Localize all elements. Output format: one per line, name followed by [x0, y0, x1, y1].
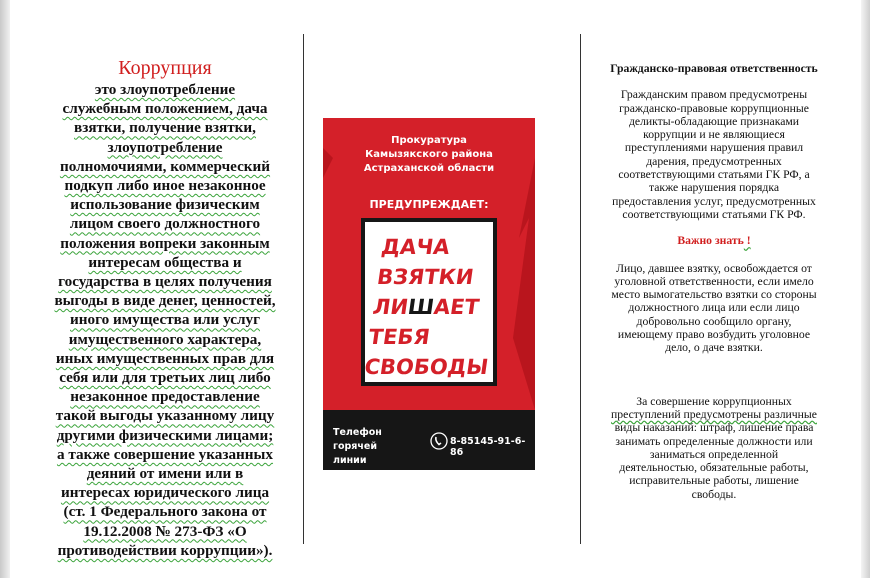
column-divider-left: [303, 34, 304, 544]
definition-line: взятки, получение взятки,: [74, 119, 256, 137]
definition-line: иного имущества или услуг: [70, 311, 260, 329]
slogan-word: ТЕБЯ: [367, 325, 432, 349]
definition-line: такой выгоды указанному лицу: [55, 407, 275, 425]
definition-line: использование физическим: [70, 196, 260, 214]
hotline-number: 8-85145-91-6-86: [450, 436, 526, 458]
poster-slogan: [362, 232, 513, 382]
poster-issuer: [323, 134, 535, 176]
definition-line: государства в целях получения: [58, 273, 272, 291]
penalties-paragraph: За совершение коррупционных преступлений предусмотрены различные виды наказаний: штраф, лишение права занимать определенные должности или заниматься определенной деятельностью, обязательные работы, исправительные работы, лишение свободы.: [611, 394, 817, 501]
poster-warns: ПРЕДУПРЕЖДАЕТ:: [369, 198, 489, 211]
issuer-line: Прокуратура: [391, 135, 467, 146]
civil-liability-heading: Гражданско-правовая ответственность: [610, 62, 818, 75]
definition-line: противодействии коррупции»).: [57, 541, 273, 559]
corruption-definition-column: [40, 58, 290, 560]
column-divider-right: [580, 34, 581, 544]
slogan-word: СВОБОДЫ: [362, 355, 490, 379]
definition-line: полномочиями, коммерческий: [59, 157, 271, 175]
definition-line: незаконное предоставление: [70, 388, 260, 406]
definition-line: а также совершение указанных: [56, 445, 274, 463]
issuer-line: Камызякского района: [365, 149, 493, 160]
definition-line: злоупотребление: [107, 138, 223, 156]
definition-line: положения вопреки законным: [60, 234, 270, 252]
page-shadow-right: [861, 0, 870, 578]
civil-liability-column: [598, 62, 830, 501]
issuer-line: Астраханской области: [363, 163, 495, 174]
definition-line: иных имущественных прав для: [55, 349, 275, 367]
hotline-label: Телефон горячей линии: [333, 427, 382, 466]
slogan-word: ЛИШАЕТ: [371, 295, 481, 319]
definition-line: интересам общества и: [88, 253, 242, 271]
definition-line: 19.12.2008 № 273-ФЗ «О: [83, 522, 247, 540]
definition-line: служебным положением, дача: [62, 100, 268, 118]
slogan-word: ВЗЯТКИ: [375, 265, 476, 289]
phone-icon: [430, 432, 446, 448]
page-shadow-left: [0, 0, 10, 578]
prosecutor-warning-poster: [323, 118, 535, 470]
corruption-definition: [40, 80, 290, 560]
corruption-title: Коррупция: [118, 57, 212, 79]
handcuffs-letter-icon: Ш: [406, 295, 436, 319]
definition-line: лицом своего должностного: [69, 215, 261, 233]
definition-line: это злоупотребление: [94, 81, 236, 98]
definition-line: интересах юридического лица: [60, 484, 270, 502]
definition-line: (ст. 1 Федерального закона от: [63, 503, 267, 521]
definition-line: себя или для третьих лиц либо: [59, 369, 271, 387]
poster-slogan-box: [361, 218, 497, 386]
definition-line: деяний от имени или в: [86, 465, 244, 483]
bribe-exemption-paragraph: Лицо, давшее взятку, освобождается от уголовной ответственности, если имело место вымогательство взятки со стороны должностного лица или если лицо добровольно сообщило органу, имеющему право возбудить уголовное дело, о даче взятки.: [611, 261, 817, 355]
definition-line: подкуп либо иное незаконное: [64, 177, 266, 195]
slogan-word: ДАЧА: [379, 235, 452, 259]
civil-liability-paragraph: Гражданским правом предусмотрены гражданско-правовые коррупционные деликты-обладающие признаками коррупции и не являющиеся преступлениями нарушения правил дарения, предусмотренных соответствующими статьями ГК РФ, а также нарушения порядка предоставления услуг, предусмотренных соответствующими статьями ГК РФ.: [612, 88, 816, 221]
important-note-heading: Важно знать !: [677, 234, 751, 248]
definition-line: имущественного характера,: [68, 330, 262, 348]
definition-line: выгоды в виде денег, ценностей,: [54, 292, 276, 310]
definition-line: другими физическими лицами;: [56, 426, 274, 444]
